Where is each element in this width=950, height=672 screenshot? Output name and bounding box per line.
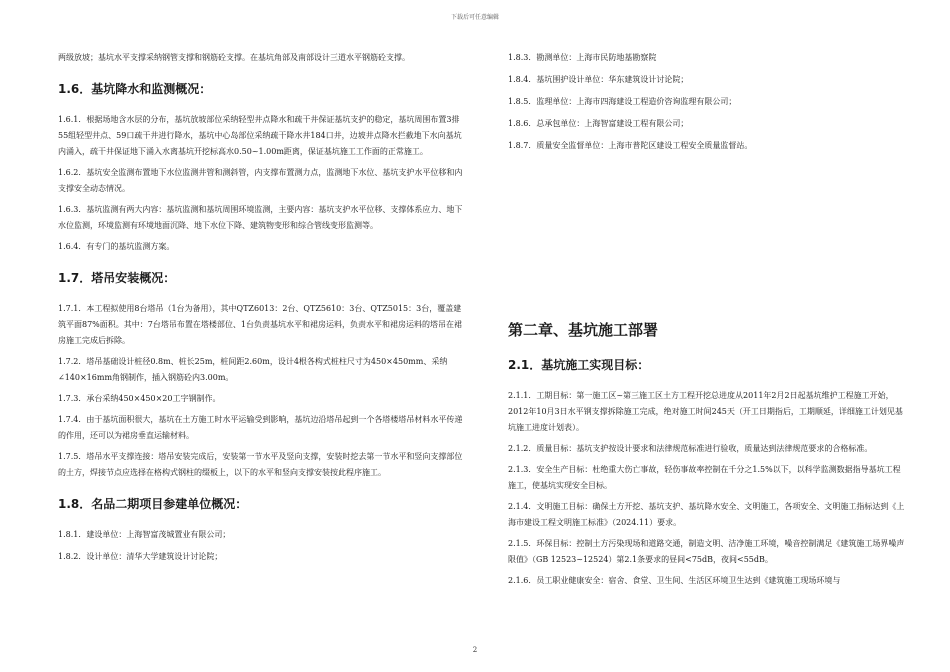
right-column (508, 50, 908, 594)
item-1-7-3: 1.7.3．承台采纳450×450×20工字钢制作。 (58, 394, 221, 403)
page-number: 2 (472, 646, 478, 654)
item-1-8-1: 1.8.1．建设单位：上海智富茂城置业有限公司； (58, 530, 231, 539)
header-note: 下载后可任意编辑 (450, 14, 499, 21)
item-2-1-5: 2.1.5．环保目标：控制土方污染现场和道路交通，制造文明、洁净施工环境，噪音控制满足《建筑施工场界噪声限值》（GB 12523~12524）第2.1条要求的昼间<75dB，夜间<55dB。 (508, 539, 905, 564)
item-1-7-5: 1.7.5．塔吊水平支撑连接：塔吊安装完成后，安装第一节水平及竖向支撑，安装时挖去第一节水平和竖向支撑部位的土方，焊接节点应选择在格构式钢柱的缀板上，以下的水平和竖向支撑安装按此程序施工。 (58, 452, 463, 477)
item-2-1-3: 2.1.3．安全生产目标：杜绝重大伤亡事故，轻伤事故率控制在千分之1.5%以下，以科学监测数据指导基坑工程施工，使基坑实现安全目标。 (508, 465, 901, 490)
section-title-1-7: 1.7．塔吊安装概况： (58, 271, 176, 285)
item-1-8-3: 1.8.3．勘测单位：上海市民防地基勘察院 (508, 53, 657, 62)
item-1-7-4: 1.7.4．由于基坑面积很大，基坑在土方施工时水平运输受到影响，基坑边沿塔吊起到一个各塔楼塔吊材料水平传递的作用，还可以为裙房垂直运输材料。 (58, 415, 463, 440)
item-2-1-2: 2.1.2．质量目标：基坑支护按设计要求和法律规范标准进行验收，质量达到法律规范要求的合格标准。 (508, 444, 873, 453)
item-1-6-2: 1.6.2．基坑安全监测布置地下水位监测井管和测斜管，内支撑布置测力点，监测地下水位、基坑支护水平位移和内支撑安全动态情况。 (58, 168, 463, 193)
item-2-1-6: 2.1.6．员工职业健康安全：宿舍、食堂、卫生间、生活区环境卫生达到《建筑施工现场环境与 (508, 576, 841, 585)
item-1-7-2: 1.7.2．塔吊基础设计桩径0.8m、桩长25m，桩间距2.60m，设计4根各构式桩柱尺寸为450×450mm、采纳∠140×16mm角钢制作，插入钢筋砼内3.00m。 (58, 357, 448, 382)
item-1-6-3: 1.6.3．基坑监测有两大内容：基坑监测和基坑周围环境监测，主要内容：基坑支护水平位移、支撑体系应力、地下水位监测，环境监测有环境地面沉降、地下水位下降、建筑物变形和综合管线变形监测等。 (58, 205, 463, 230)
section-title-1-6: 1.6．基坑降水和监测概况： (58, 82, 212, 96)
item-1-8-5: 1.8.5．监理单位：上海市四海建设工程造价咨询监理有限公司； (508, 97, 737, 106)
left-column (58, 50, 466, 571)
item-1-8-6: 1.8.6．总承包单位：上海智富建设工程有限公司； (508, 119, 689, 128)
section-title-2-1: 2.1．基坑施工实现目标： (508, 358, 650, 372)
item-2-1-4: 2.1.4．文明施工目标：确保土方开挖、基坑支护、基坑降水安全、文明施工，各项安全、文明施工指标达到《上海市建设工程文明施工标准》（2024.11）要求。 (508, 502, 905, 527)
chapter-title: 第二章、基坑施工部署 (508, 321, 659, 339)
item-1-6-1: 1.6.1．根据场地含水层的分布，基坑放坡部位采纳轻型井点降水和疏干井保证基坑支护的稳定，基坑周围布置3排55组轻型井点、59口疏干井进行降水，基坑中心岛部位采纳疏干降水井184口井，边坡井点降水拦截地下水向基坑内涌入，疏干井保证地下涌入水离基坑开挖标高水0.50~1.00m距离，保证基坑施工工作面的正常施工。 (58, 115, 462, 156)
item-1-6-4: 1.6.4．有专门的基坑监测方案。 (58, 242, 175, 251)
item-2-1-1: 2.1.1．工期目标：第一施工区~第三施工区土方工程开挖总进度从2011年2月2日起基坑维护工程施工开始，2012年10月3日水平钢支撑拆除施工完成，绝对施工时间245天（开工日期指后，工期顺延，详细施工计划见基坑施工进度计划表）。 (508, 391, 903, 432)
item-1-8-2: 1.8.2．设计单位：清华大学建筑设计讨论院； (58, 552, 223, 561)
column-spacer (508, 160, 908, 320)
item-1-7-1: 1.7.1．本工程拟使用8台塔吊（1台为备用），其中QTZ6013：2台、QTZ5610：3台、QTZ5015：3台，覆盖建筑平面87%面积。其中：7台塔吊布置在塔楼部位、1台负责基坑水平和裙房运料，负责水平和裙房运料的塔吊在裙房施工完成后拆除。 (58, 304, 462, 345)
section-title-1-8: 1.8．名品二期项目参建单位概况： (58, 497, 248, 511)
item-1-8-4: 1.8.4．基坑围护设计单位：华东建筑设计讨论院； (508, 75, 689, 84)
item-1-8-7: 1.8.7．质量安全监督单位：上海市普陀区建设工程安全质量监督站。 (508, 141, 753, 150)
intro-paragraph: 两级放坡；基坑水平支撑采纳钢管支撑和钢筋砼支撑。在基坑角部及南部设计三道水平钢筋砼支撑。 (58, 53, 410, 62)
